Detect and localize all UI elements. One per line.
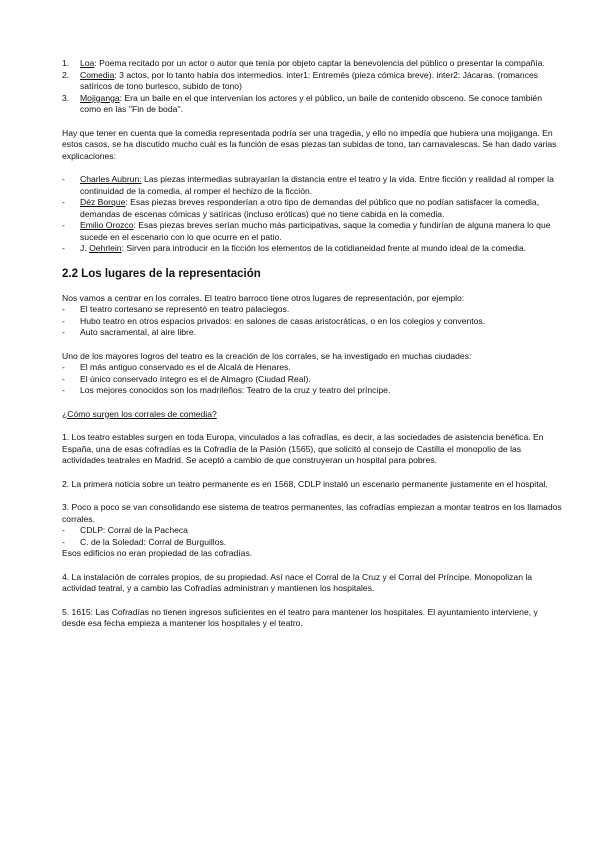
- lugares-list: [62, 304, 562, 339]
- list-item: - El único conservado íntegro es el de Almagro (Ciudad Real).: [62, 373, 311, 384]
- cofradias-list: [62, 525, 562, 548]
- list-item: - Déz Borque: Esas piezas breves responderían a otro tipo de demandas del público que no podían satisfacer la comedia, demandas de escenas cómicas y satíricas (incluso eróticas) que no tiene cabida en la comedia.: [62, 197, 540, 219]
- term-mojiganga: Mojiganga: [80, 92, 120, 103]
- list-item: - Los mejores conocidos son los madrileños: Teatro de la cruz y teatro del príncipe.: [62, 385, 391, 395]
- section-heading: 2.2 Los lugares de la representación: [62, 267, 261, 280]
- paragraph-lugares: Nos vamos a centrar en los corrales. El teatro barroco tiene otros lugares de representación, por ejemplo:: [62, 292, 465, 303]
- list-item: - C. de la Soledad: Corral de Burguillos.: [62, 536, 227, 547]
- paragraph-4: 4. La instalación de corrales propios, de su propiedad. Así nace el Corral de la Cruz y el Corral del Príncipe. Monopolizan la actividad teatral, y a cambio las Cofradías administran y mantienen los hospitales.: [62, 571, 533, 593]
- list-item: - Auto sacramental, al aire libre.: [62, 327, 197, 337]
- author-aubrun: Charles Aubrun:: [80, 174, 142, 184]
- list-item: 1. Loa: Poema recitado por un actor o autor que tenía por objeto captar la benevolencia del público o presentar la compañía.: [62, 58, 545, 68]
- question-heading: ¿Cómo surgen los corrales de comedia?: [62, 408, 217, 419]
- intro-numbered-list: [62, 58, 562, 116]
- author-oehrlein: Oehrlein: [89, 243, 122, 253]
- paragraph-3-tail: Esos edificios no eran propiedad de las cofradías.: [62, 548, 253, 558]
- paragraph-comedia: Hay que tener en cuenta que la comedia representada podría ser una tragedia, y ello no impedía que hubiera una mojiganga. En estos casos, se ha discutido mucho cuál es la función de esas piezas tan subidas de tono, tan carnavalescas. Se han dado varias explicaciones:: [62, 127, 557, 161]
- list-item: - Hubo teatro en otros espacios privados: en salones de casas aristocráticas, o en los colegios y conventos.: [62, 315, 486, 326]
- corrales-list: [62, 362, 562, 397]
- list-item: - El más antiguo conservado es el de Alcalá de Henares.: [62, 362, 291, 372]
- paragraph-1: 1. Los teatro estables surgen en toda Europa, vinculados a las cofradías, es decir, a las sociedades de asistencia benéfica. En España, una de esas cofradías es la Cofradía de la Pasión (1565), que solicitó al consejo de Castilla el monopolio de las actividades teatrales en Madrid. Se aceptó a cambio de que construyeran un hospital para pobres.: [62, 432, 544, 465]
- list-item: - J. Oehrlein: Sirven para introducir en la ficción los elementos de la cotidianeidad frente al mundo ideal de la comedia.: [62, 243, 527, 253]
- paragraph-3: 3. Poco a poco se van consolidando ese sistema de teatros permanentes, las cofradías empiezan a montar teatros en los llamados corrales.: [62, 502, 562, 524]
- term-loa: Loa: [80, 58, 95, 68]
- list-item: - El teatro cortesano se representó en teatro palaciegos.: [62, 304, 290, 314]
- list-item: - CDLP: Corral de la Pacheca: [62, 525, 188, 535]
- author-borque: Déz Borque: [80, 197, 126, 207]
- document-page: [62, 58, 562, 630]
- list-item: 3. Mojiganga: Era un baile en el que intervenían los actores y el público, un baile de contenido obsceno. Se conoce también como en las ''Fin de boda''.: [62, 92, 542, 114]
- term-comedia: Comedia: [80, 69, 115, 80]
- explanations-list: [62, 174, 562, 255]
- author-orozco: Emilio Orozco: [80, 220, 134, 230]
- list-item: - Emilio Orozco: Esas piezas breves serían mucho más participativas, saque la comedia y fundirían de alguna manera lo que sucede en el escenario con lo que ocurre en el patio.: [62, 220, 551, 242]
- paragraph-2: 2. La primera noticia sobre un teatro permanente es en 1568, CDLP instaló un escenario permanente justamente en el hospital.: [62, 478, 548, 489]
- paragraph-5: 5. 1615: Las Cofradías no tienen ingresos suficientes en el teatro para mantener los hospitales. El ayuntamiento interviene, y desde esa fecha empieza a mantener los hospitales y el teatro.: [62, 606, 538, 628]
- list-item: - Charles Aubrun: Las piezas intermedias subrayarían la distancia entre el teatro y la vida. Entre ficción y realidad al romper la continuidad de la comedia, al romper el hechizo de la ficción.: [62, 174, 554, 196]
- list-item: 2. Comedia: 3 actos, por lo tanto había dos intermedios. inter1: Entremés (pieza cómica breve). inter2: Jácaras. (romances satíricos de tono burlesco, subido de tono): [62, 69, 539, 91]
- paragraph-logros: Uno de los mayores logros del teatro es la creación de los corrales, se ha investigado en muchas ciudades:: [62, 350, 472, 361]
